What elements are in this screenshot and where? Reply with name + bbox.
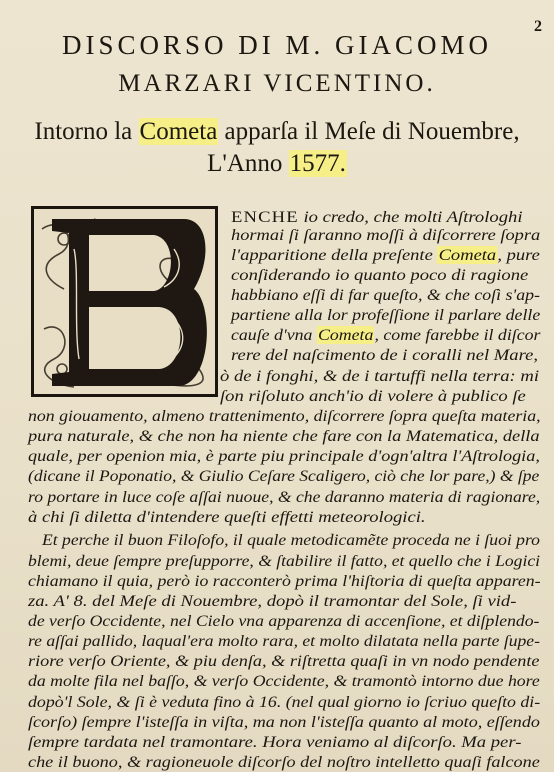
text-line: ro portare in luce coſe aſſai nuoue, & che daranno materia di ragionare, bbox=[28, 487, 541, 506]
text-line bbox=[231, 207, 554, 227]
text-line: non giouamento, almeno trattenimento, diſcorrere ſopra queſta materia, bbox=[28, 406, 541, 425]
subtitle-line-1 bbox=[0, 118, 554, 146]
text-line: partiene alla lor profeſſione il parlare delle bbox=[231, 306, 541, 325]
text-line: che il buono, & ragioneuole diſcorſo del noſtro intelletto quaſi falcone bbox=[28, 753, 540, 771]
text-line: re aſſai pallido, laqual'era molto rara, et molto dilatata nella parte ſupe- bbox=[28, 632, 540, 651]
text-line: za. A' 8. del Meſe di Nouembre, dopò il tramontar del Sole, ſi vid- bbox=[28, 591, 517, 610]
text-line: ſempre tardata nel tramontare. Hora veniamo al diſcorſo. Ma per- bbox=[28, 732, 522, 751]
text-line: Et perche il buon Filoſofo, il quale metodicamẽte proceda ne i ſuoi pro bbox=[42, 531, 540, 550]
text-line: blemi, deue ſempre preſupporre, & ſtabilire il fatto, et quello che i Logici bbox=[28, 551, 541, 570]
highlighted-word: Cometa bbox=[317, 326, 374, 345]
text-line: habbiano eſſi di far queſto, & che coſì s'ap- bbox=[231, 286, 540, 304]
decorated-initial-b bbox=[31, 206, 218, 397]
text-line: pura naturale, & che non ha niente che fare con la Matematica, della bbox=[28, 427, 540, 446]
text-run: l'apparitione della preſente bbox=[231, 245, 438, 264]
heading-line-1: DISCORSO DI M. GIACOMO bbox=[61, 30, 493, 60]
highlighted-word: Cometa bbox=[438, 245, 497, 264]
text-line: quale, per openion mia, è parte piu principale d'ogn'altra l'Aſtrologia, bbox=[28, 447, 540, 466]
page-number: 2 bbox=[534, 18, 542, 35]
text-line: chiamano il quia, però io racconterò prima l'hiſtoria di queſta apparen- bbox=[28, 571, 541, 590]
text-line: riore verſo Oriente, & piu denſa, & riſtretta quaſi in vn nodo pendente bbox=[28, 652, 540, 671]
text-line: de verſo Occidente, nel Cielo vna apparenza di accenſione, et diſplendo- bbox=[28, 611, 540, 630]
subtitle-line-2 bbox=[0, 150, 554, 178]
text-line: ſcorſo) ſempre l'isteſſa in viſta, ma non l'isteſſa quanto al moto, eſſendo bbox=[28, 712, 540, 731]
text-line: hormai ſi ſaranno moſſi à diſcorrere ſopra bbox=[231, 226, 541, 245]
text-line: ò de i fonghi, & de i tartuffi nella terra: mi bbox=[220, 366, 540, 385]
text-line: à chi ſi diletta d'intendere queſti effetti meteorologici. bbox=[28, 507, 426, 526]
opening-word: ENCHE bbox=[231, 208, 299, 226]
highlighted-year: 1577. bbox=[289, 150, 346, 177]
text-run: cauſe d'vna bbox=[231, 326, 317, 345]
text-line: conſiderando io quanto poco di ragione bbox=[231, 265, 529, 284]
text-line bbox=[231, 245, 554, 265]
text-run: , come farebbe il diſcor bbox=[374, 326, 541, 345]
text-line: rere del naſcimento de i coralli nel Mare, bbox=[231, 346, 539, 365]
heading-line-2: MARZARI VICENTINO. bbox=[118, 70, 436, 97]
text-line: dopò'l Sole, & ſi è veduta fino à 16. (nel qual giorno io ſcriuo queſto di- bbox=[28, 692, 541, 711]
subtitle-text: Intorno la bbox=[34, 118, 139, 145]
subtitle-text: apparſa il Meſe di Nouembre, bbox=[218, 118, 520, 145]
text-line bbox=[231, 325, 554, 345]
text-line: (dicane il Poponatio, & Giulio Ceſare Scaligero, ciò che lor pare,) & ſpe bbox=[28, 467, 540, 486]
text-line: ſon riſoluto anch'io di volere à publico ſe bbox=[220, 386, 526, 405]
subtitle-text: L'Anno bbox=[207, 150, 289, 177]
text-line: da molte fila nel baſſo, & verſo Occidente, & tramontò intorno due hore bbox=[28, 672, 540, 691]
ornament-illustration bbox=[34, 209, 215, 394]
text-run: , pure bbox=[497, 245, 540, 264]
highlighted-word: Cometa bbox=[139, 118, 218, 145]
text-run: io credo, che molti Aſtrologhi bbox=[298, 208, 523, 226]
